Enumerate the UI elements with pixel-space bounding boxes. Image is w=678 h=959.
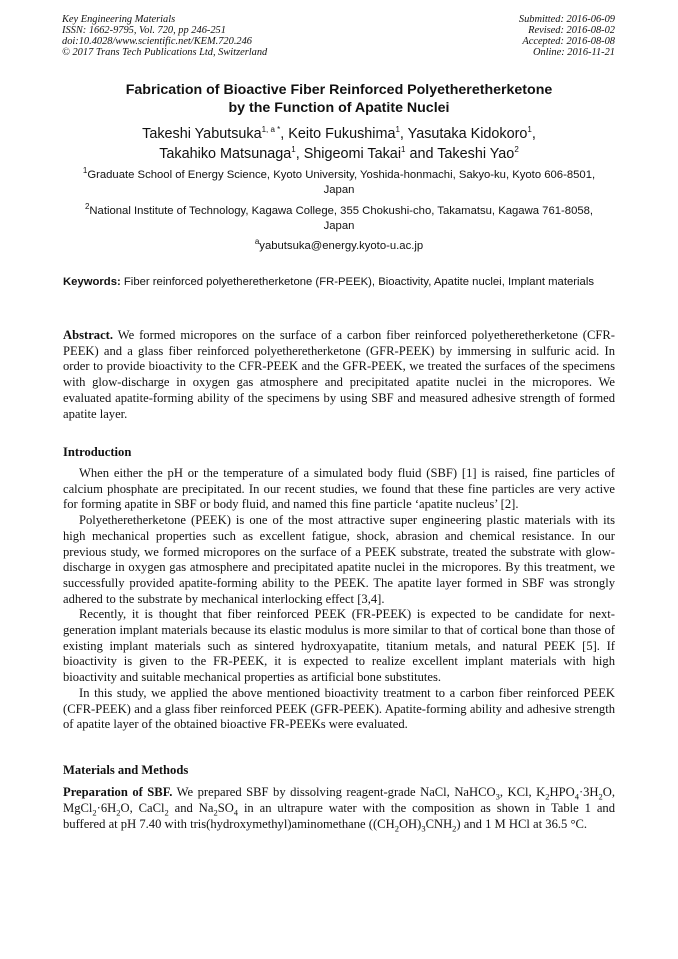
dates-header bbox=[519, 15, 615, 59]
subscript: 2 bbox=[452, 823, 457, 834]
online-date: Online: 2016-11-21 bbox=[532, 46, 615, 58]
text-run: CNH bbox=[425, 816, 453, 831]
author-affiliation-mark: 1 bbox=[395, 125, 400, 135]
text-run: We prepared SBF by dissolving reagent-grade NaCl, NaHCO bbox=[176, 785, 496, 799]
subscript: 2 bbox=[164, 807, 169, 818]
paragraph: Recently, it is thought that fiber reinforced PEEK (FR-PEEK) is expected to be candidate for next-generation implant materials because its elastic modulus is more similar to that of cortical bone than those of existing implant materials such as sintered hydroxyapatite, titanium metals, and natural PEEK [5]. If bioactivity is given to the FR-PEEK, it is expected to realize excellent implant materials with high bioactivity and suitable mechanical properties as artificial bone substitutes. bbox=[63, 607, 615, 685]
journal-name: Key Engineering Materials bbox=[62, 14, 176, 25]
email-link[interactable]: yabutsuka@energy.kyoto-u.ac.jp bbox=[259, 240, 424, 252]
text-run: OH) bbox=[398, 816, 422, 831]
revised-date: Revised: 2016-08-02 bbox=[528, 24, 615, 36]
keywords-label: Keywords: bbox=[63, 276, 121, 288]
author-name: Keito Fukushima bbox=[288, 126, 396, 142]
paragraph: In this study, we applied the above mentioned bioactivity treatment to a carbon fiber reinforced PEEK (CFR-PEEK) and a glass fiber reinforced PEEK (GFR-PEEK). Apatite-forming ability and adhesive strength of apatite layer of the obtained bioactive FR-PEEKs were evaluated. bbox=[63, 685, 615, 732]
text-run: O, CaCl bbox=[120, 800, 165, 815]
text-run: and Na bbox=[168, 800, 214, 815]
section-heading-methods: Materials and Methods bbox=[63, 763, 189, 777]
affiliation-text: National Institute of Technology, Kagawa College, 355 Chokushi-cho, Takamatsu, Kagawa 761-8058, Japan bbox=[89, 205, 594, 232]
abstract bbox=[63, 328, 615, 422]
issn: ISSN: 1662-9795, Vol. 720, pp 246-251 bbox=[62, 24, 226, 36]
affiliation-text: Graduate School of Energy Science, Kyoto University, Yoshida-honmachi, Sakyo-ku, Kyoto 606-8501, Japan bbox=[87, 169, 596, 196]
text-run: ·6H bbox=[96, 800, 117, 815]
text-run: SO bbox=[217, 800, 234, 815]
author-affiliation-mark: 1 bbox=[527, 125, 532, 135]
affiliation-mark: 1 bbox=[82, 166, 88, 176]
author-name: Takeshi Yao bbox=[437, 146, 515, 162]
author-list: Takeshi Yabutsuka$^{1, a *}$, Keito Fukushima$^1$, Yasutaka Kidokoro$^1$, Takahiko Matsunaga$^1$, Shigeomi Takai$^1$ and Takeshi Yao$^2$ bbox=[142, 125, 536, 162]
subscript: 2 bbox=[116, 807, 121, 818]
keywords bbox=[63, 275, 615, 290]
author-affiliation-mark: 2 bbox=[514, 145, 519, 155]
abstract-text: We formed micropores on the surface of a carbon fiber reinforced polyetheretherketone (CFR-PEEK) and a glass fiber reinforced polyetheretherketone (GFR-PEEK) by immersing in sulfuric acid. In order to provide bioactivity to the CFR-PEEK and the GFR-PEEK, we treated the surfaces of the specimens with glow-discharge in oxygen gas atmosphere and precipitated apatite nuclei in the micropores. We evaluated apatite-forming ability of the specimens by using SBF and measured adhesive strength of formed apatite layer. bbox=[63, 328, 615, 421]
text-run: O, MgCl bbox=[63, 785, 616, 815]
text-run: ) and 1 M HCl at 36.5 °C. bbox=[456, 816, 588, 831]
contact-email bbox=[0, 239, 678, 254]
paragraph: When either the pH or the temperature of a simulated body fluid (SBF) [1] is raised, fine particles of calcium phosphate are precipitated. In our recent studies, we found that these fine particles are very active for forming apatite in SBF or body fluid, and named this fine particle ‘apatite nucleus’ [2]. bbox=[63, 466, 615, 512]
author-name: Yasutaka Kidokoro bbox=[407, 126, 528, 142]
subscript: 2 bbox=[394, 823, 399, 834]
submitted-date: Submitted: 2016-06-09 bbox=[518, 14, 615, 25]
author-name: Takahiko Matsunaga bbox=[159, 146, 292, 162]
text-run: , KCl, K bbox=[499, 785, 546, 799]
subscript: 3 bbox=[421, 823, 426, 834]
author-name: Shigeomi Takai bbox=[303, 146, 402, 162]
email-mark: a bbox=[254, 237, 260, 247]
author-affiliation-mark: 1, a * bbox=[261, 125, 281, 135]
author-name: Takeshi Yabutsuka bbox=[142, 126, 262, 142]
affiliation-2 bbox=[72, 204, 606, 234]
keywords-text: Fiber reinforced polyetheretherketone (FR-PEEK), Bioactivity, Apatite nuclei, Implant materials bbox=[123, 276, 594, 288]
subscript: 2 bbox=[545, 791, 550, 802]
text-run: in an ultrapure water with the composition as shown in Table 1 and buffered at pH 7.40 with tris(hydroxymethyl)aminomethane ((CH bbox=[63, 800, 615, 831]
subsection-label: Preparation of SBF. bbox=[63, 785, 173, 799]
affiliation-mark: 2 bbox=[84, 202, 90, 212]
accepted-date: Accepted: 2016-08-08 bbox=[522, 35, 615, 47]
subscript: 4 bbox=[233, 807, 239, 818]
subscript: 2 bbox=[598, 791, 603, 802]
abstract-label: Abstract. bbox=[63, 328, 114, 342]
text-run: HPO bbox=[549, 785, 575, 799]
text-run: ·3H bbox=[578, 785, 599, 799]
subscript: 2 bbox=[92, 807, 97, 818]
author-conjunction: and bbox=[409, 146, 434, 162]
introduction-body bbox=[63, 466, 615, 733]
paper-title bbox=[0, 81, 678, 117]
title-line-1: Fabrication of Bioactive Fiber Reinforced Polyetheretherketone bbox=[125, 82, 553, 98]
subscript: 2 bbox=[213, 807, 218, 818]
author-affiliation-mark: 1 bbox=[401, 145, 406, 155]
subscript: 3 bbox=[495, 791, 500, 802]
paragraph: Polyetheretherketone (PEEK) is one of the most attractive super engineering plastic materials with its high mechanical properties such as excellent fatigue, shock, abrasion and chemical resistance. In our previous study, we formed micropores on the surface of a PEEK substrate, treated the substrate with glow-discharge in oxygen gas atmosphere and precipitated apatite nuclei in the micropores. By this treatment, we successfully provided apatite-forming ability to the PEEK. The apatite layer formed in SBF was strongly adhered to the substrate by mechanical interlocking effect [3,4]. bbox=[63, 513, 615, 606]
author-affiliation-mark: 1 bbox=[291, 145, 296, 155]
doi-link[interactable]: doi:10.4028/www.scientific.net/KEM.720.246 bbox=[62, 35, 252, 47]
section-heading-introduction: Introduction bbox=[63, 445, 132, 459]
title-line-2: by the Function of Apatite Nuclei bbox=[228, 100, 450, 116]
subscript: 4 bbox=[574, 791, 579, 802]
affiliation-1 bbox=[72, 168, 606, 198]
journal-header bbox=[62, 15, 267, 59]
copyright: © 2017 Trans Tech Publications Ltd, Switzerland bbox=[62, 46, 268, 58]
methods-paragraph bbox=[63, 785, 615, 832]
